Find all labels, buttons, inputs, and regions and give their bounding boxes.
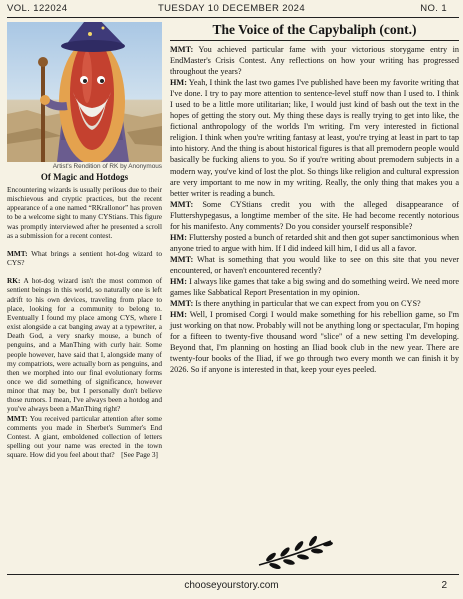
speaker-label: MMT: (7, 248, 28, 258)
interview-answer: RK: A hot-dog wizard isn't the most common of sentient beings in this world, so naturally one is left adrift to his own devices, traveling from place to place, looking for a community to belong to. Eventually I found my place among CYS, where I exist alongside a cat banging away at a typewriter, a Death God, a very snarky mouse, a bunch of penguins, and a ManThing with curly hair. Some people however, have said that I, alongside many of my compatriots, were actually born as penguins, and then we morphed into our final evolutionary forms once we did something of significance, however minor that may be, but I personally don't believe those rumors. I mean, I've always been a hotdog and you've always been a ManThing right? (7, 276, 162, 414)
continued-on-page-link[interactable]: [See Page 3] (121, 450, 158, 460)
interview-paragraph: MMT: You achieved particular fame with your victorious storygame entry in EndMaster's Crisis Contest. Any reflections on how your writing has progressed throughout the years? (170, 45, 459, 77)
speaker-label: MMT: (7, 413, 28, 423)
header-rule (7, 17, 459, 18)
laurel-branch-ornament (255, 535, 335, 578)
main-article-body (170, 44, 459, 375)
speaker-label: MMT: (170, 299, 194, 309)
masthead-bar (0, 0, 463, 16)
interview-paragraph: HM: Fluttershy posted a bunch of retarded shit and then got super sanctimonious when anyone tried to argue with him. If I did indeed kill him, I did us all a favor. (170, 232, 459, 253)
speaker-label: MMT: (170, 45, 194, 54)
site-url-link[interactable]: chooseyourstory.com (184, 580, 279, 591)
speaker-label: HM: (170, 232, 187, 242)
speaker-label: HM: (170, 276, 187, 286)
interview-paragraph: MMT: Is there anything in particular that we can expect from you on CYS? (170, 299, 421, 309)
interview-paragraph: HM: I always like games that take a big swing and do something weird. We need more games like Sabbatical Report Presentation in my opinion. (170, 276, 459, 298)
interview-question: MMT: What brings a sentient hot-dog wizard to CYS? (7, 248, 162, 268)
speaker-label: HM: (170, 310, 187, 320)
speaker-label: HM: (170, 78, 187, 88)
interview-paragraph: MMT: What is something that you would like to see on this site that you never encountered, or haven't encountered recently? (170, 254, 459, 275)
interview-paragraph: HM: Yeah, I think the last two games I've published have been my favorite writing that I've done. I try to pay more attention to sentence-level stuff now than I used to. I think I used to be a little more utilitarian; like, I would just kind of bash out the text in the hopes of getting the story out. My thing these days is really trying to get into like, the fictional anthropology of the worlds I'm writing. I'm very interested in fictional religion. I think when you're writing fantasy at least, you're trying at least in part to tap into history. And the thing is about historical figures is that all premodern people would basically be fucking aliens to you. So if you're writing about premodern subjects in a modern way, you've kind of lost the plot. So things like religion and cultural expression are very important to me now in my writing. Really, the only thing that makes you a better writer is reading a bunch. (170, 78, 459, 198)
speaker-label: MMT: (170, 199, 194, 209)
volume-label: VOL. 122024 (7, 3, 68, 14)
speaker-label: RK: (7, 276, 21, 286)
interview-paragraph: HM: Well, I promised Corgi I would make something for his rebellion game, so I'm just working on that now. Probably will not be anything long or spectacular, I'm hoping for a fifteen to twenty-five thousand word "slice" of a new setting I'm developing. Beyond that, I'm planning on hosting an Iliad book club in the new year. There are twenty-four books of the Iliad, if we go through two every month we can finish it by 2026. So if anyone is interested in that, keep your eyes peeled. (170, 310, 459, 375)
issue-number: NO. 1 (420, 3, 447, 14)
sidebar-article (7, 22, 162, 460)
illustration-credit: Artist's Rendition of RK by Anonymous (52, 163, 162, 170)
issue-date: TUESDAY 10 DECEMBER 2024 (157, 3, 306, 14)
hotdog-wizard-illustration (7, 22, 162, 162)
sidebar-article-title: Of Magic and Hotdogs (40, 172, 129, 182)
intro-paragraph: Encountering wizards is usually perilous due to their mischievous and cryptic practices, but the recent appearance of a one named “RKrallonor” has proven to be a welcome sight to many CYStians. This figure was promptly interviewed after he presented a scroll as a submission for a recent contest. (7, 185, 162, 240)
main-article-title: The Voice of the Capybaliph (cont.) (170, 22, 459, 41)
interview-paragraph: MMT: Some CYStians credit you with the alleged disappearance of Fluttershypegasus, a longtime member of the site. He had become recently notorious for his manifesto. Any comments? Do you consider yourself responsible? (170, 199, 459, 231)
page-number: 2 (441, 580, 447, 591)
main-article (170, 22, 459, 375)
sidebar-article-body (7, 185, 162, 460)
footer-rule (7, 574, 459, 575)
speaker-label: MMT: (170, 254, 194, 264)
interview-question: MMT: You received particular attention after some comments you made in Sherbet's Summer's End Contest. A giant, emboldened collection of letters spelling out your name was erected in the town square. How did you feel about that? (7, 413, 162, 460)
